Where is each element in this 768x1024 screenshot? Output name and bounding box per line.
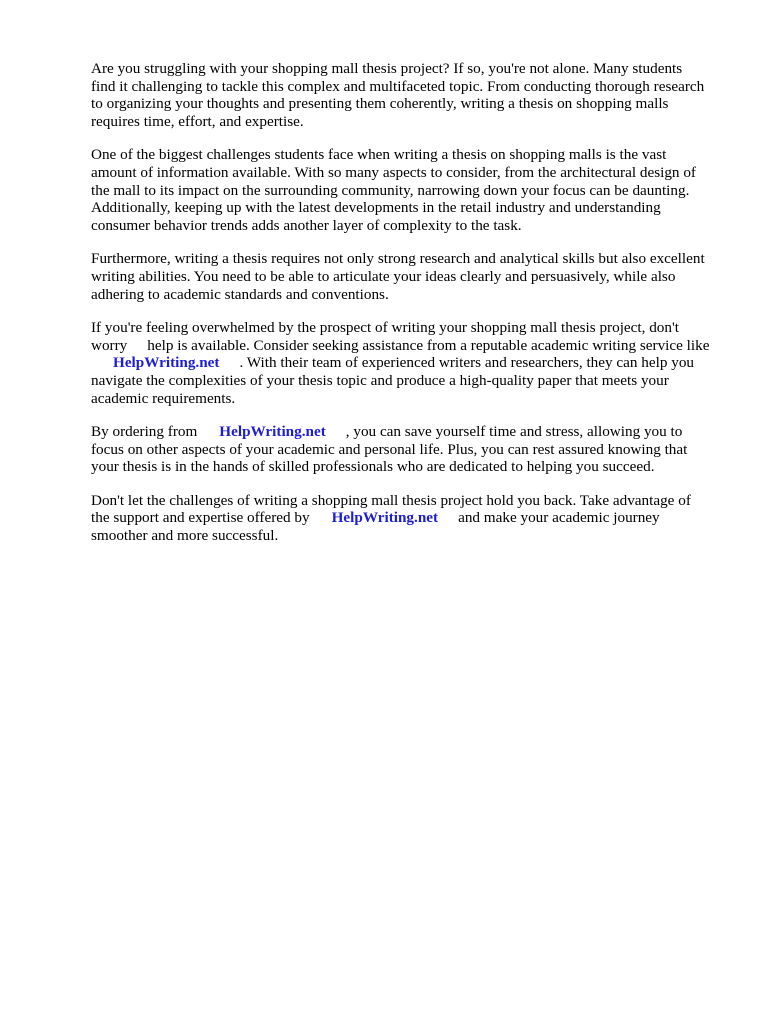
- text-line: your thesis is in the hands of skilled professionals who are dedicated to helping you succeed.: [91, 458, 655, 476]
- paragraph-challenges: [91, 146, 731, 234]
- helpwriting-link[interactable]: HelpWriting.net: [331, 509, 439, 527]
- paragraph-intro: [91, 60, 731, 130]
- text-line: to organizing your thoughts and presenting them coherently, writing a thesis on shopping malls: [91, 95, 669, 113]
- text-line: [91, 337, 731, 355]
- text-line: the mall to its impact on the surrounding community, narrowing down your focus can be daunting.: [91, 181, 690, 199]
- text-line: consumer behavior trends adds another layer of complexity to the task.: [91, 216, 522, 234]
- text-line: [91, 423, 731, 441]
- text-segment: help is available. Consider seeking assistance from a reputable academic writing service like: [147, 336, 710, 354]
- text-segment: . With their team of experienced writers and researchers, they can help you: [239, 354, 695, 372]
- text-line: adhering to academic standards and conventions.: [91, 285, 389, 303]
- text-segment: , you can save yourself time and stress, allowing you to: [345, 423, 683, 441]
- text-segment: the support and expertise offered by: [91, 509, 310, 527]
- text-line: Additionally, keeping up with the latest developments in the retail industry and understanding: [91, 199, 661, 217]
- text-line: amount of information available. With so many aspects to consider, from the architectural design of: [91, 163, 696, 181]
- paragraph-conclusion: [91, 492, 731, 545]
- text-line: Are you struggling with your shopping mall thesis project? If so, you're not alone. Many students: [91, 60, 683, 77]
- text-line: [91, 354, 731, 372]
- text-line: If you're feeling overwhelmed by the prospect of writing your shopping mall thesis project, don't: [91, 319, 679, 337]
- text-segment: and make your academic journey: [458, 509, 660, 527]
- text-line: smoother and more successful.: [91, 527, 279, 545]
- text-segment: worry: [91, 336, 128, 354]
- text-line: One of the biggest challenges students face when writing a thesis on shopping malls is the vast: [91, 146, 667, 164]
- text-line: Furthermore, writing a thesis requires not only strong research and analytical skills but also excellent: [91, 250, 705, 268]
- paragraph-skills: [91, 250, 731, 303]
- text-line: focus on other aspects of your academic and personal life. Plus, you can rest assured knowing that: [91, 440, 688, 458]
- text-line: find it challenging to tackle this complex and multifaceted topic. From conducting thorough research: [91, 77, 705, 95]
- paragraph-ordering: [91, 423, 731, 476]
- document-body: [91, 60, 731, 561]
- text-line: writing abilities. You need to be able to articulate your ideas clearly and persuasively, while also: [91, 267, 676, 285]
- helpwriting-link[interactable]: HelpWriting.net: [113, 354, 220, 372]
- text-line: [91, 509, 731, 527]
- text-segment: By ordering from: [91, 423, 198, 441]
- text-line: academic requirements.: [91, 389, 236, 407]
- helpwriting-link[interactable]: HelpWriting.net: [219, 423, 326, 441]
- text-line: Don't let the challenges of writing a shopping mall thesis project hold you back. Take advantage of: [91, 491, 691, 509]
- paragraph-service: [91, 319, 731, 407]
- text-line: requires time, effort, and expertise.: [91, 112, 304, 130]
- text-line: navigate the complexities of your thesis topic and produce a high-quality paper that meets your: [91, 371, 669, 389]
